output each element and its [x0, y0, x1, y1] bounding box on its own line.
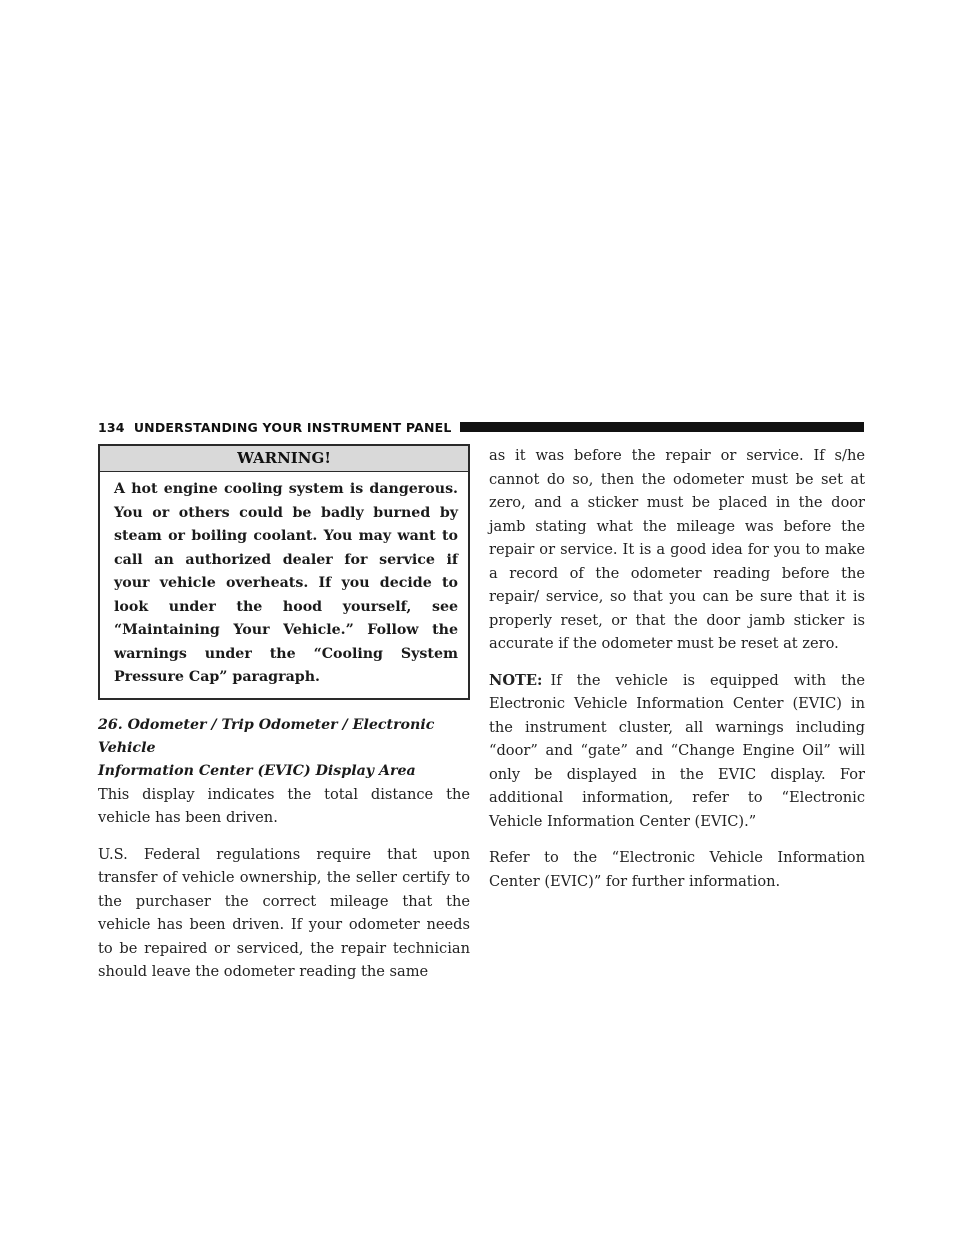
paragraph-refer-evic: Refer to the “Electronic Vehicle Information Center (EVIC)” for further information. [489, 849, 865, 890]
page-header-text [98, 420, 460, 435]
right-column [489, 444, 865, 906]
warning-body: A hot engine cooling system is dangerous. You or others could be badly burned by steam or boiling coolant. You may want to call an authorized dealer for service if your vehicle overheats. If you decide to look under the hood yourself, see “Maintaining Your Vehicle.” Follow the warnings under the “Cooling System Pressure Cap” paragraph. [114, 481, 458, 685]
warning-box [98, 444, 470, 700]
page-header [98, 418, 864, 436]
header-rule [460, 422, 864, 432]
paragraph-federal-regulations: U.S. Federal regulations require that upon transfer of vehicle ownership, the seller certify to the purchaser the correct mileage that the vehicle has been driven. If your odometer needs to be repaired or serviced, the repair technician should leave the odometer reading the same [98, 845, 470, 980]
section-title: UNDERSTANDING YOUR INSTRUMENT PANEL [133, 419, 452, 435]
section-heading-line1: 26. Odometer / Trip Odometer / Electronic Vehicle [98, 716, 435, 756]
note-text: If the vehicle is equipped with the Electronic Vehicle Information Center (EVIC) in the instrument cluster, all warnings including “door” and “gate” and “Change Engine Oil” will only be displayed in the EVIC display. For additional information, refer to “Electronic Vehicle Information Center (EVIC).” [489, 671, 865, 830]
section-heading [98, 714, 470, 783]
note-label: NOTE: [489, 671, 543, 689]
paragraph-display-description: This display indicates the total distance the vehicle has been driven. [98, 785, 470, 826]
page-number: 134 [98, 419, 125, 435]
section-heading-line2: Information Center (EVIC) Display Area [98, 762, 416, 779]
paragraph-federal-regulations-continued: as it was before the repair or service. If s/he cannot do so, then the odometer must be set at zero, and a sticker must be placed in the door jamb stating what the mileage was before the repair or service. It is a good idea for you to make a record of the odometer reading before the repair/ service, so that you can be sure that it is properly reset, or that the door jamb sticker is accurate if the odometer must be reset at zero. [489, 447, 865, 652]
left-column [98, 444, 470, 997]
note-paragraph [489, 669, 865, 834]
warning-title: WARNING! [100, 446, 468, 472]
